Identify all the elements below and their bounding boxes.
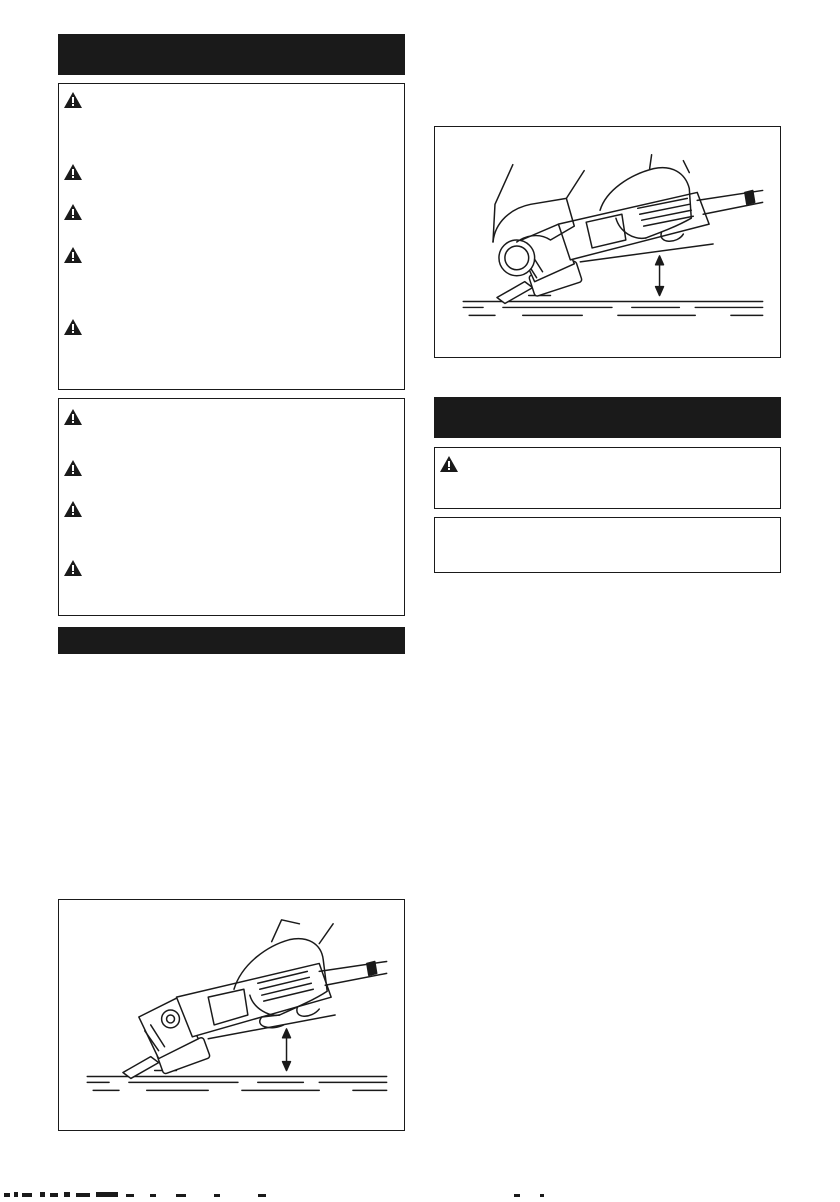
warning-triangle-icon — [63, 246, 83, 264]
page-footer-marks — [0, 1184, 840, 1192]
warning-box-1 — [58, 83, 405, 390]
warning-box-2 — [58, 398, 405, 616]
warning-triangle-icon — [63, 408, 83, 426]
warning-triangle-icon — [63, 318, 83, 336]
warning-triangle-icon — [63, 163, 83, 181]
note-box — [434, 517, 781, 573]
warning-triangle-icon — [63, 500, 83, 518]
section-header-3 — [434, 397, 781, 438]
figure-grinder-sanding — [58, 899, 405, 1131]
warning-box-3 — [434, 447, 781, 509]
warning-triangle-icon — [63, 91, 83, 109]
section-header-2 — [58, 627, 405, 654]
warning-triangle-icon — [439, 455, 459, 473]
figure-grinder-two-hands — [434, 126, 781, 358]
warning-triangle-icon — [63, 459, 83, 477]
warning-triangle-icon — [63, 203, 83, 221]
grinder-two-hands-illustration — [435, 127, 780, 357]
footer-glyph-fragments — [0, 1189, 840, 1197]
grinder-sanding-illustration — [59, 900, 404, 1130]
section-header-1 — [58, 34, 405, 75]
warning-triangle-icon — [63, 559, 83, 577]
